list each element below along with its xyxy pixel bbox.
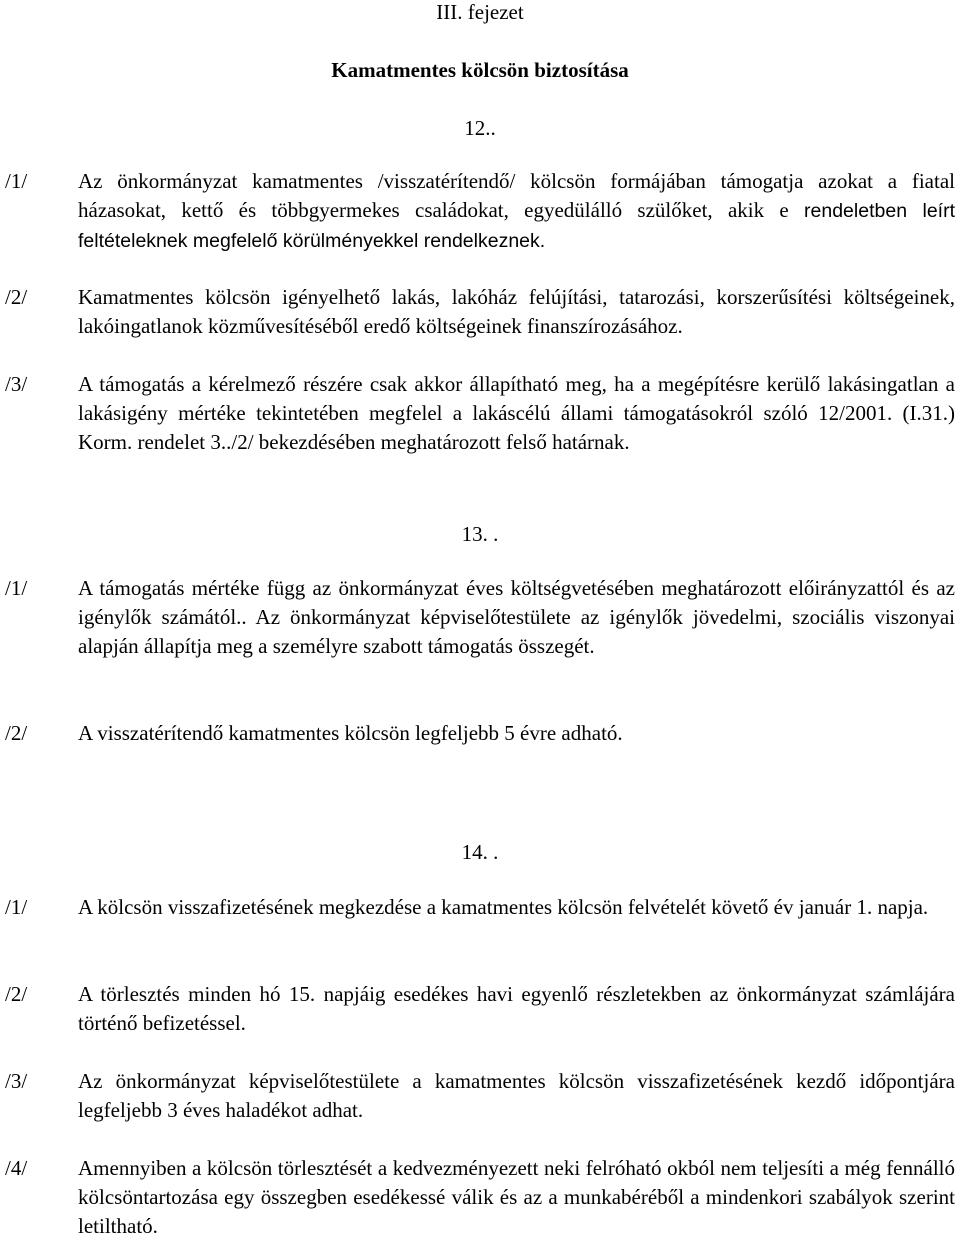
section-number: 12.. (464, 116, 496, 140)
paragraph-label: /1/ (5, 895, 28, 919)
paragraph-text: Kamatmentes kölcsön igényelhető lakás, lakóház felújítási, tatarozási, korszerűsítési költségeinek, lakóingatlanok közművesítéséből eredő költségeinek finanszírozásához. (78, 285, 955, 338)
paragraph-text-part: rendeletben leírt feltételeknek megfelelő körülményekkel rendelkeznek. (78, 200, 956, 252)
section-number: 14. . (461, 840, 499, 864)
chapter-title: Kamatmentes kölcsön biztosítása (331, 58, 629, 82)
paragraph-text: Az önkormányzat képviselőtestülete a kamatmentes kölcsön visszafizetésének kezdő időpontjára legfeljebb 3 éves haladékot adhat. (78, 1069, 955, 1122)
paragraph-text: A törlesztés minden hó 15. napjáig esedékes havi egyenlő részletekben az önkormányzat számlájára történő befizetéssel. (78, 982, 955, 1035)
paragraph-text (78, 167, 955, 256)
paragraph-label: /1/ (5, 576, 28, 600)
paragraph-text-part: Az önkormányzat kamatmentes /visszatérítendő/ kölcsön formájában támogatja azokat a fiatal házasokat, kettő és többgyermekes családokat, egyedülálló szülőket, akik e (78, 169, 955, 222)
chapter-heading: III. fejezet (436, 0, 524, 24)
paragraph-label: /3/ (5, 372, 28, 396)
paragraph-label: /4/ (5, 1156, 28, 1180)
paragraph-text: A támogatás mértéke függ az önkormányzat éves költségvetésében meghatározott előirányzattól és az igénylők számától.. Az önkormányzat képviselőtestülete az igénylők jövedelmi, szociális viszonyai alapján állapítja meg a személyre szabott támogatás összegét. (78, 576, 955, 658)
paragraph-label: /3/ (5, 1069, 28, 1093)
paragraph-label: /2/ (5, 982, 28, 1006)
paragraph-label: /2/ (5, 285, 28, 309)
paragraph-label: /2/ (5, 721, 28, 745)
paragraph-label: /1/ (5, 169, 28, 193)
paragraph-text: A támogatás a kérelmező részére csak akkor állapítható meg, ha a megépítésre kerülő lakásingatlan a lakásigény mértéke tekintetében megfelel a lakáscélú állami támogatásokról szóló 12/2001. (I.31.) Korm. rendelet 3../2/ bekezdésében meghatározott felső határnak. (78, 372, 955, 454)
paragraph-text: Amennyiben a kölcsön törlesztését a kedvezményezett neki felróható okból nem teljesíti a még fennálló kölcsöntartozása egy összegben esedékessé válik és az a munkabéréből a mindenkori szabályok szerint letiltható. (78, 1156, 955, 1238)
section-number: 13. . (461, 522, 499, 546)
paragraph-text: A kölcsön visszafizetésének megkezdése a kamatmentes kölcsön felvételét követő év január 1. napja. (78, 895, 929, 919)
paragraph-text: A visszatérítendő kamatmentes kölcsön legfeljebb 5 évre adható. (78, 721, 623, 745)
